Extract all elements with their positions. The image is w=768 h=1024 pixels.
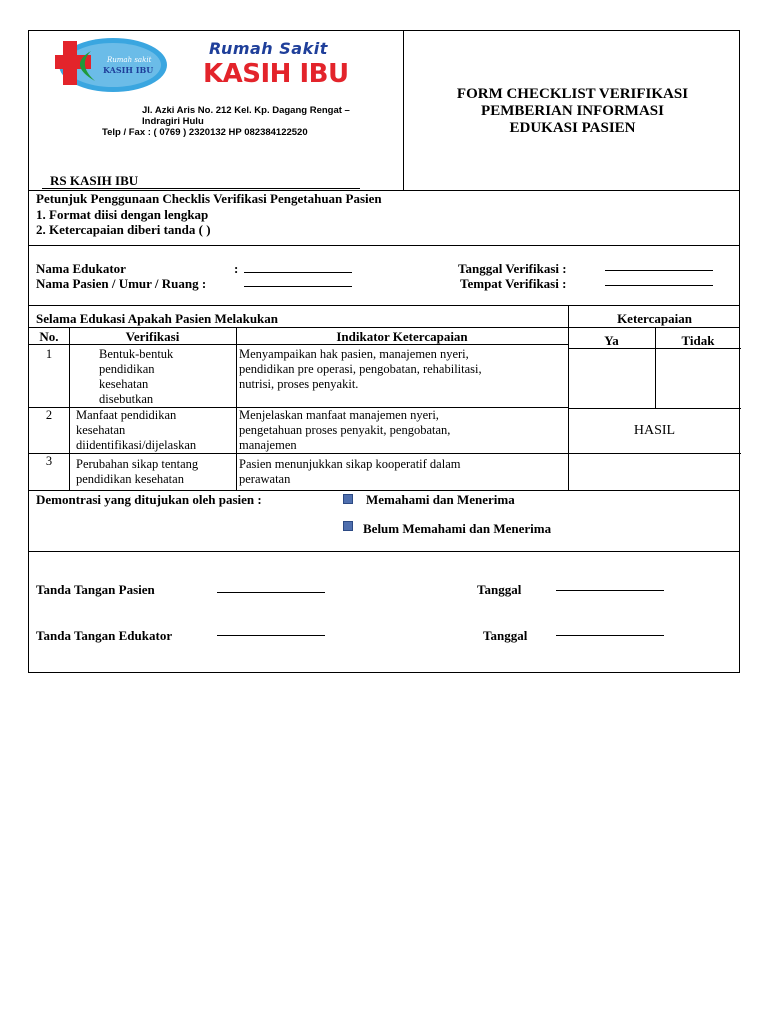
table-title-border [29, 327, 739, 328]
address-line1: Jl. Azki Aris No. 212 Kel. Kp. Dagang Rengat – [142, 105, 350, 116]
tanggal-verifikasi-field[interactable] [605, 270, 713, 271]
tanggal-pasien-field[interactable] [556, 590, 664, 591]
table-section-title: Selama Edukasi Apakah Pasien Melakukan [36, 311, 279, 326]
nama-edukator-field[interactable] [244, 272, 352, 273]
col-header-tidak: Tidak [681, 333, 715, 348]
nama-edukator-label: Nama Edukator [36, 261, 126, 276]
row3-verifikasi [76, 457, 198, 487]
signature-edukator-field[interactable] [217, 635, 325, 636]
demonstration-bottom-border [29, 551, 739, 552]
nama-edukator-colon: : [234, 261, 239, 276]
row3-indikator-line: Pasien menunjukkan sikap kooperatif dalam [239, 457, 461, 471]
col-header-ya: Ya [604, 333, 619, 348]
row1-indikator-line: nutrisi, proses penyakit. [239, 377, 359, 391]
hasil-label: HASIL [633, 423, 676, 438]
fields-bottom-border [29, 305, 739, 306]
col-divider-verifikasi [236, 327, 237, 490]
col-header-indikator: Indikator Ketercapaian [336, 329, 468, 344]
option-belum-memahami: Belum Memahami dan Menerima [363, 521, 552, 536]
signature-pasien-field[interactable] [217, 592, 325, 593]
tanggal-verifikasi-label: Tanggal Verifikasi : [458, 261, 567, 276]
row1-verifikasi-line: kesehatan [99, 377, 149, 391]
instructions-bottom-border [29, 245, 739, 246]
row2-indikator-line: pengetahuan proses penyakit, pengobatan, [239, 423, 451, 437]
ketercapaian-header: Ketercapaian [617, 311, 692, 326]
row3-verifikasi-line: Perubahan sikap tentang [76, 457, 199, 471]
table-header-border-left [29, 344, 568, 345]
form-title-line3: EDUKASI PASIEN [509, 120, 636, 136]
form-title-line2: PEMBERIAN INFORMASI [481, 103, 664, 119]
row2-verifikasi-line: kesehatan [76, 423, 126, 437]
col-divider-ya-tidak [655, 327, 656, 408]
instruction-item-1: 1. Format diisi dengan lengkap [36, 207, 209, 222]
checkbox-belum-memahami[interactable] [343, 521, 353, 531]
option-memahami: Memahami dan Menerima [366, 492, 515, 507]
row3-indikator-line: perawatan [239, 472, 291, 486]
checkbox-memahami[interactable] [343, 494, 353, 504]
row1-indikator [239, 347, 561, 392]
phone-line: Telp / Fax : ( 0769 ) 2320132 HP 082384122520 [102, 127, 308, 138]
row2-no: 2 [45, 408, 53, 422]
signature-edukator-label: Tanda Tangan Edukator [36, 628, 173, 643]
tempat-verifikasi-label: Tempat Verifikasi : [460, 276, 567, 291]
col-divider-no [69, 327, 70, 490]
row1-verifikasi-line: disebutkan [99, 392, 154, 406]
ketercapaian-row-border [568, 408, 741, 409]
row1-indikator-line: Menyampaikan hak pasien, manajemen nyeri, [239, 347, 469, 361]
hospital-label-underline [42, 188, 360, 189]
row3-no: 3 [45, 454, 53, 468]
form-title [404, 86, 741, 137]
row3-indikator [239, 457, 561, 487]
row2-verifikasi-line: diidentifikasi/dijelaskan [76, 438, 197, 452]
row2-verifikasi [76, 408, 196, 453]
col-header-no: No. [39, 329, 59, 344]
hospital-logo [51, 35, 381, 95]
logo-tagline: Rumah Sakit [209, 39, 328, 58]
tanggal-edukator-label: Tanggal [483, 628, 528, 643]
form-title-line1: FORM CHECKLIST VERIFIKASI [456, 86, 689, 102]
row1-no: 1 [45, 347, 53, 361]
row1-indikator-line: pendidikan pre operasi, pengobatan, rehabilitasi, [239, 362, 482, 376]
logo-badge-line1: Rumah sakit [107, 56, 152, 64]
col-header-verifikasi: Verifikasi [125, 329, 180, 344]
nama-pasien-field[interactable] [244, 286, 352, 287]
tempat-verifikasi-field[interactable] [605, 285, 713, 286]
nama-pasien-label: Nama Pasien / Umur / Ruang : [36, 276, 207, 291]
logo-badge-line2: KASIH IBU [103, 65, 154, 75]
table-bottom-border [29, 490, 739, 491]
row2-border [29, 453, 741, 454]
demonstration-label: Demontrasi yang ditujukan oleh pasien : [36, 492, 262, 507]
row2-verifikasi-line: Manfaat pendidikan [76, 408, 177, 422]
instruction-item-2: 2. Ketercapaian diberi tanda ( ) [36, 222, 211, 237]
instructions-heading: Petunjuk Penggunaan Checklis Verifikasi Pengetahuan Pasien [36, 191, 382, 206]
col-divider-indikator [568, 305, 569, 490]
row2-indikator-line: Menjelaskan manfaat manajemen nyeri, [239, 408, 439, 422]
row1-verifikasi-line: Bentuk-bentuk [99, 347, 174, 361]
hospital-label: RS KASIH IBU [50, 173, 139, 188]
signature-pasien-label: Tanda Tangan Pasien [36, 582, 155, 597]
row2-indikator [239, 408, 561, 453]
address-line2: Indragiri Hulu [142, 116, 204, 127]
logo-name: KASIH IBU [203, 59, 349, 89]
checklist-form [28, 30, 740, 673]
row2-indikator-line: manajemen [239, 438, 297, 452]
tanggal-edukator-field[interactable] [556, 635, 664, 636]
tanggal-pasien-label: Tanggal [477, 582, 522, 597]
row3-verifikasi-line: pendidikan kesehatan [76, 472, 184, 486]
row1-verifikasi-line: pendidikan [99, 362, 155, 376]
row1-verifikasi [99, 347, 173, 407]
